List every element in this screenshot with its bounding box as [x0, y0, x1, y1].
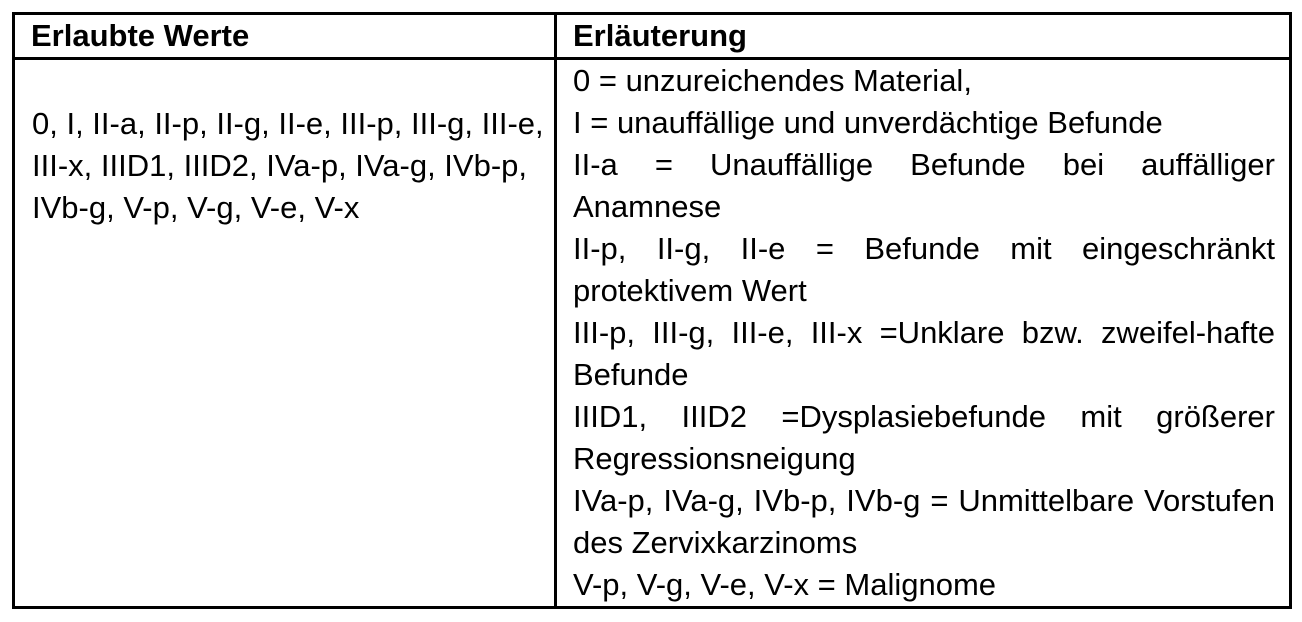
table-header-row: [14, 14, 1291, 59]
table-row: [14, 59, 1291, 608]
explanation-item: V-p, V-g, V-e, V-x = Malignome: [573, 567, 997, 602]
explanation-cell: [556, 59, 1291, 608]
allowed-values-table: [12, 12, 1292, 609]
explanation-item: II-p, II-g, II-e = Befunde mit eingeschränkt protektivem Wert: [573, 231, 1275, 308]
explanation-item: IIID1, IIID2 =Dysplasiebefunde mit größerer Regressionsneigung: [573, 399, 1275, 476]
header-explanation: Erläuterung: [556, 14, 1291, 59]
explanation-item: I = unauffällige und unverdächtige Befunde: [573, 105, 1163, 140]
explanation-item: 0 = unzureichendes Material,: [573, 63, 972, 98]
explanation-item: IVa-p, IVa-g, IVb-p, IVb-g = Unmittelbare Vorstufen des Zervixkarzinoms: [573, 483, 1275, 560]
explanation-item: III-p, III-g, III-e, III-x =Unklare bzw. zweifel-hafte Befunde: [573, 315, 1275, 392]
explanation-item: II-a = Unauffällige Befunde bei auffälliger Anamnese: [573, 147, 1275, 224]
allowed-values-cell: 0, I, II-a, II-p, II-g, II-e, III-p, III-g, III-e, III-x, IIID1, IIID2, IVa-p, IVa-g, IVb-p, IVb-g, V-p, V-g, V-e, V-x: [14, 59, 556, 608]
header-allowed-values: Erlaubte Werte: [14, 14, 556, 59]
